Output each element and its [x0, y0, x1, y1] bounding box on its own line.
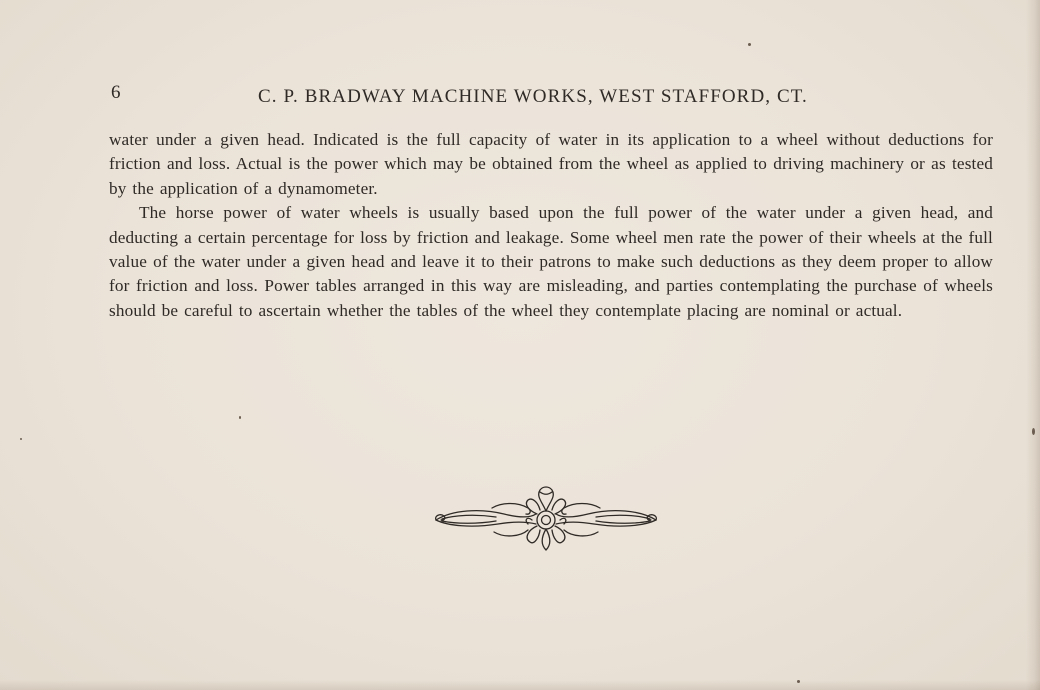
paper-speck — [748, 43, 751, 46]
paper-speck — [1032, 428, 1035, 435]
paragraph-horse-power: The horse power of water wheels is usually based upon the full power of the water under a given head, and deducting a certain percentage for loss by friction and leakage. Some wheel men rate the power of their wheels at the full value of the water under a given head and leave it to their patrons to make such deductions as they deem proper to allow for friction and loss. Power tables arranged in this way are misleading, and parties contemplating the purchase of wheels should be careful to ascertain whether the tables of the wheel they contemplate placing are nominal or actual. — [109, 203, 993, 320]
page-edge-shadow-bottom — [0, 680, 1040, 690]
running-head: C. P. BRADWAY MACHINE WORKS, WEST STAFFORD, CT. — [258, 86, 808, 107]
floral-scroll-ornament-icon — [432, 484, 660, 554]
paper-speck — [20, 438, 22, 440]
paragraph-continuation: water under a given head. Indicated is the full capacity of water in its application to a wheel without deductions for friction and loss. Actual is the power which may be obtained from the wheel as applied to driving machinery or as tested by the application of a dynamometer. — [109, 130, 993, 198]
paper-speck — [239, 416, 241, 419]
paper-speck — [797, 680, 800, 683]
page-edge-shadow-right — [1026, 0, 1040, 690]
body-text — [109, 128, 993, 323]
page-number: 6 — [111, 82, 121, 103]
